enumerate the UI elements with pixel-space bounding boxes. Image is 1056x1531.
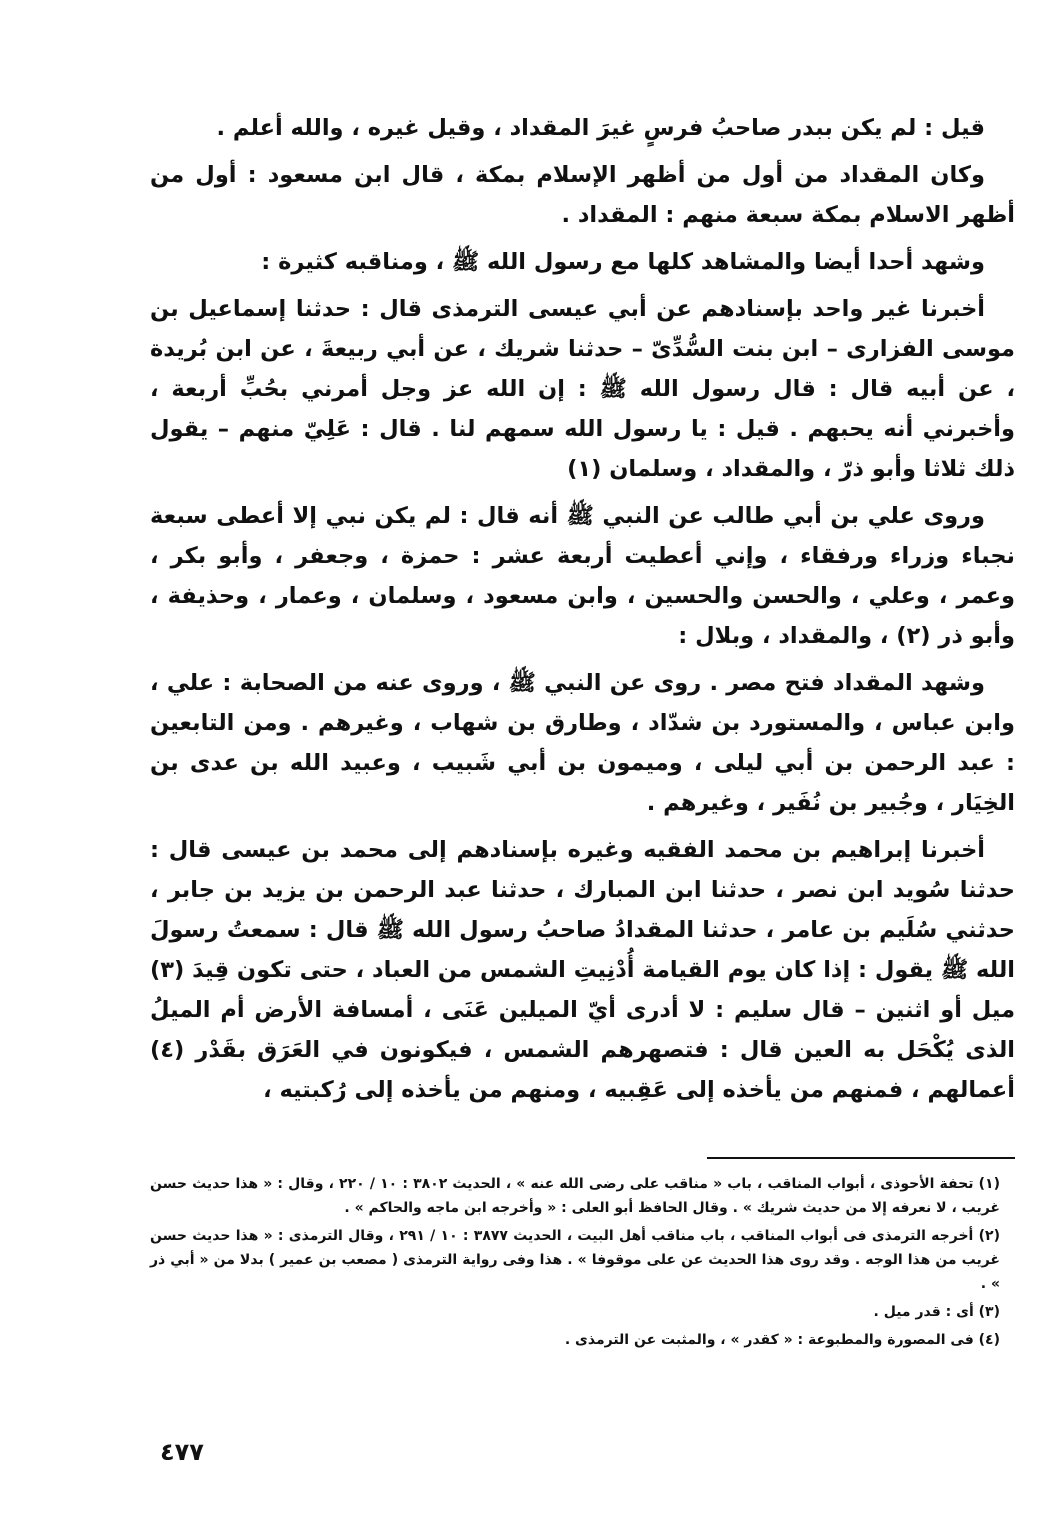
footnote-2: (٢) أخرجه الترمذى فى أبواب المناقب ، باب مناقب أهل البيت ، الحديث ٣٨٧٧ : ١٠ / ٢٩١ ، وقال الترمذى : « هذا حديث حسن غريب من هذا الوجه . وقد روى هذا الحديث عن على موقوفا » . هذا وفى رواية الترمذى ( مصعب بن عمير ) بدلا من « أبي ذر » . bbox=[150, 1228, 1000, 1292]
footnote-divider bbox=[707, 1157, 1015, 1159]
footnote-3: (٣) أى : قدر ميل . bbox=[873, 1304, 1000, 1320]
footnote-4: (٤) فى المصورة والمطبوعة : « كقدر » ، والمثبت عن الترمذى . bbox=[564, 1332, 1000, 1348]
paragraph-7: أخبرنا إبراهيم بن محمد الفقيه وغيره بإسنادهم إلى محمد بن عيسى قال : حدثنا سُويد ابن نصر ، حدثنا ابن المبارك ، حدثنا عبد الرحمن بن يزيد بن جابر ، حدثني سُلَيم بن عامر ، حدثنا المقدادُ صاحبُ رسول الله ﷺ قال : سمعتُ رسولَ الله ﷺ يقول : إذا كان يوم القيامة أُدْنِيتِ الشمس من العباد ، حتى تكون قِيدَ (٣) ميل أو اثنين – قال سليم : لا أدرى أيّ الميلين عَنَى ، أمسافة الأرض أم الميلُ الذى يُكْحَل به العين قال : فتصهرهم الشمس ، فيكونون في العَرَق بقَدْر (٤) أعمالهم ، فمنهم من يأخذه إلى عَقِبيه ، ومنهم من يأخذه إلى رُكبتيه ، bbox=[150, 837, 1015, 1103]
main-text bbox=[150, 108, 1015, 1117]
paragraph-3: وشهد أحدا أيضا والمشاهد كلها مع رسول الله ﷺ ، ومناقبه كثيرة : bbox=[261, 249, 985, 275]
page-number: ٤٧٧ bbox=[160, 1438, 204, 1466]
paragraph-4: أخبرنا غير واحد بإسنادهم عن أبي عيسى الترمذى قال : حدثنا إسماعيل بن موسى الفزارى – ابن بنت السُّدِّىّ – حدثنا شريك ، عن أبي ربيعةَ ، عن ابن بُريدة ، عن أبيه قال : قال رسول الله ﷺ : إن الله عز وجل أمرني بحُبِّ أربعة ، وأخبرني أنه يحبهم . قيل : يا رسول الله سمهم لنا . قال : عَلِيّ منهم – يقول ذلك ثلاثا وأبو ذرّ ، والمقداد ، وسلمان (١) bbox=[150, 296, 1015, 482]
paragraph-5: وروى علي بن أبي طالب عن النبي ﷺ أنه قال : لم يكن نبي إلا أعطى سبعة نجباء وزراء ورفقاء ، وإني أعطيت أربعة عشر : حمزة ، وجعفر ، وأبو بكر ، وعمر ، وعلي ، والحسن والحسين ، وابن مسعود ، وسلمان ، وعمار ، وحذيفة ، وأبو ذر (٢) ، والمقداد ، وبلال : bbox=[150, 503, 1015, 649]
paragraph-6: وشهد المقداد فتح مصر . روى عن النبي ﷺ ، وروى عنه من الصحابة : علي ، وابن عباس ، والمستورد بن شدّاد ، وطارق بن شهاب ، وغيرهم . ومن التابعين : عبد الرحمن بن أبي ليلى ، وميمون بن أبي شَبيب ، وعبيد الله بن عدى بن الخِيَار ، وجُبير بن نُفَير ، وغيرهم . bbox=[150, 670, 1015, 816]
footnote-1: (١) تحفة الأحوذى ، أبواب المناقب ، باب « مناقب على رضى الله عنه » ، الحديث ٣٨٠٢ : ١٠ / ٢٢٠ ، وقال : « هذا حديث حسن غريب ، لا نعرفه إلا من حديث شريك » . وقال الحافظ أبو العلى : « وأخرجه ابن ماجه والحاكم » . bbox=[150, 1176, 1000, 1216]
paragraph-1: قيل : لم يكن ببدر صاحبُ فرسٍ غيرَ المقداد ، وقيل غيره ، والله أعلم . bbox=[216, 115, 985, 141]
footnotes bbox=[150, 1172, 1000, 1356]
paragraph-2: وكان المقداد من أول من أظهر الإسلام بمكة ، قال ابن مسعود : أول من أظهر الاسلام بمكة سبعة منهم : المقداد . bbox=[150, 162, 1015, 228]
